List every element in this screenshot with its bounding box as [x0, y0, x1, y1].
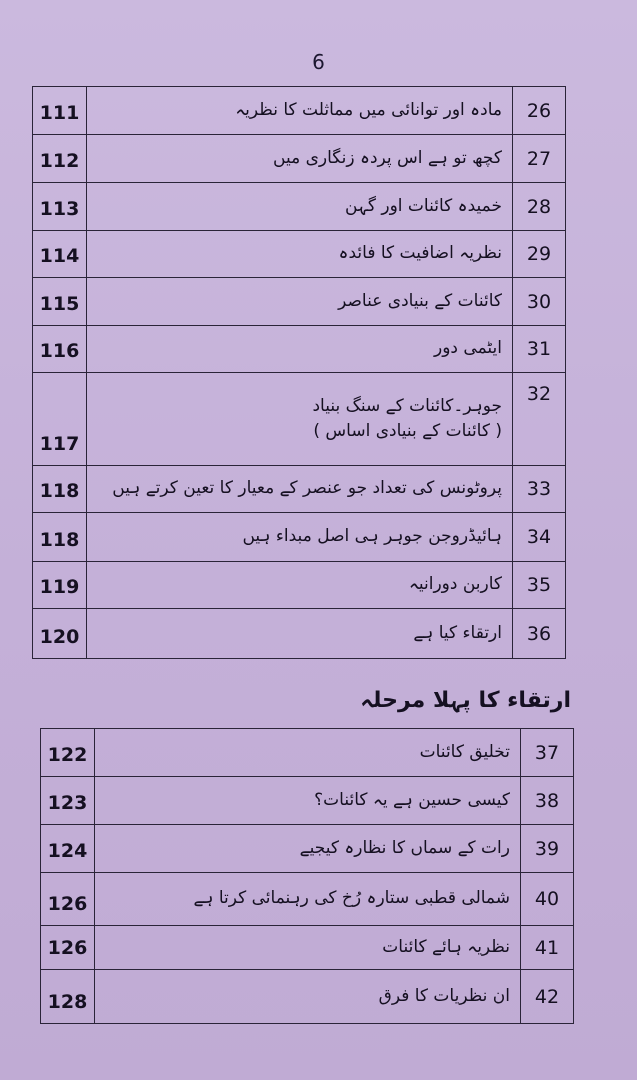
toc-row: [41, 926, 574, 970]
toc-page-number: 119: [33, 562, 87, 609]
toc-page-number: 118: [33, 513, 87, 562]
toc-entry-number: 27: [513, 135, 566, 183]
toc-title-line: ان نظریات کا فرق: [378, 985, 510, 1006]
toc-row: [33, 373, 566, 466]
toc-page-number: 112: [33, 135, 87, 183]
toc-row: [33, 278, 566, 326]
toc-entry-number: 40: [521, 873, 574, 926]
toc-entry-number: 35: [513, 562, 566, 609]
toc-page-number: 114: [33, 231, 87, 278]
contents-table-1: [32, 86, 566, 659]
toc-page-number: 115: [33, 278, 87, 326]
toc-title: [87, 87, 513, 135]
toc-page-number: 122: [41, 729, 95, 777]
toc-title-line: ہائیڈروجن جوہر ہی اصل مبداء ہیں: [242, 526, 502, 547]
toc-entry-number: 32: [513, 373, 566, 466]
toc-title-line: رات کے سماں کا نظارہ کیجیے: [299, 837, 510, 858]
toc-title: [87, 373, 513, 466]
toc-title-line: ارتقاء کیا ہے: [413, 622, 502, 643]
toc-title: [87, 231, 513, 278]
toc-entry-number: 31: [513, 326, 566, 373]
toc-row: [33, 135, 566, 183]
contents-table-2: [40, 728, 574, 1024]
toc-title-line: پروٹونس کی تعداد جو عنصر کے معیار کا تعین کرتے ہیں: [112, 478, 502, 499]
toc-entry-number: 42: [521, 970, 574, 1024]
toc-title-line: کائنات کے بنیادی عناصر: [338, 290, 502, 311]
toc-title: [95, 777, 521, 825]
toc-title: [95, 873, 521, 926]
toc-row: [33, 183, 566, 231]
toc-entry-number: 37: [521, 729, 574, 777]
toc-title: [95, 825, 521, 873]
toc-row: [41, 729, 574, 777]
toc-entry-number: 41: [521, 926, 574, 970]
toc-title-line: نظریہ ہائے کائنات: [382, 936, 510, 957]
toc-row: [33, 609, 566, 659]
toc-page-number: 118: [33, 466, 87, 513]
toc-entry-number: 38: [521, 777, 574, 825]
toc-title: [87, 513, 513, 562]
toc-entry-number: 26: [513, 87, 566, 135]
toc-entry-number: 29: [513, 231, 566, 278]
toc-title: [87, 135, 513, 183]
toc-title-line: تخلیق کائنات: [419, 741, 510, 762]
toc-page-number: 123: [41, 777, 95, 825]
page-number: 6: [312, 50, 325, 74]
toc-row: [33, 231, 566, 278]
toc-row: [33, 466, 566, 513]
toc-title: [87, 562, 513, 609]
toc-title-line: ( کائنات کے بنیادی اساس ): [313, 421, 502, 441]
toc-title-line: کچھ تو ہے اس پردہ زنگاری میں: [273, 147, 502, 168]
toc-entry-number: 36: [513, 609, 566, 659]
toc-entry-number: 34: [513, 513, 566, 562]
section-heading: ارتقاء کا پہلا مرحلہ: [360, 688, 571, 713]
toc-page-number: 124: [41, 825, 95, 873]
toc-row: [41, 970, 574, 1024]
toc-entry-number: 30: [513, 278, 566, 326]
toc-title: [87, 183, 513, 231]
toc-title-line: کاربن دورانیہ: [408, 574, 502, 595]
toc-entry-number: 39: [521, 825, 574, 873]
toc-title-line: نظریہ اضافیت کا فائدہ: [338, 243, 502, 264]
toc-title: [87, 278, 513, 326]
toc-title: [87, 466, 513, 513]
toc-title: [87, 609, 513, 659]
toc-title-line: جوہر۔کائنات کے سنگ بنیاد: [312, 395, 502, 416]
toc-row: [33, 513, 566, 562]
toc-title: [95, 926, 521, 970]
toc-page-number: 126: [41, 873, 95, 926]
toc-title-line: ایٹمی دور: [434, 338, 502, 359]
toc-title-line: مادہ اور توانائی میں مماثلت کا نظریہ: [235, 99, 502, 120]
toc-title-line: شمالی قطبی ستارہ رُخ کی رہنمائی کرتا ہے: [193, 888, 510, 909]
toc-row: [41, 777, 574, 825]
toc-page-number: 116: [33, 326, 87, 373]
toc-row: [41, 873, 574, 926]
toc-row: [33, 87, 566, 135]
toc-title-line: خمیدہ کائنات اور گہن: [344, 195, 502, 216]
toc-entry-number: 33: [513, 466, 566, 513]
toc-page-number: 128: [41, 970, 95, 1024]
toc-row: [33, 562, 566, 609]
toc-title: [95, 970, 521, 1024]
toc-title: [87, 326, 513, 373]
toc-entry-number: 28: [513, 183, 566, 231]
toc-row: [33, 326, 566, 373]
toc-title: [95, 729, 521, 777]
toc-page-number: 120: [33, 609, 87, 659]
toc-page-number: 117: [33, 373, 87, 466]
toc-page-number: 113: [33, 183, 87, 231]
toc-row: [41, 825, 574, 873]
toc-title-line: کیسی حسین ہے یہ کائنات؟: [314, 789, 510, 810]
toc-page-number: 126: [41, 926, 95, 970]
toc-page-number: 111: [33, 87, 87, 135]
